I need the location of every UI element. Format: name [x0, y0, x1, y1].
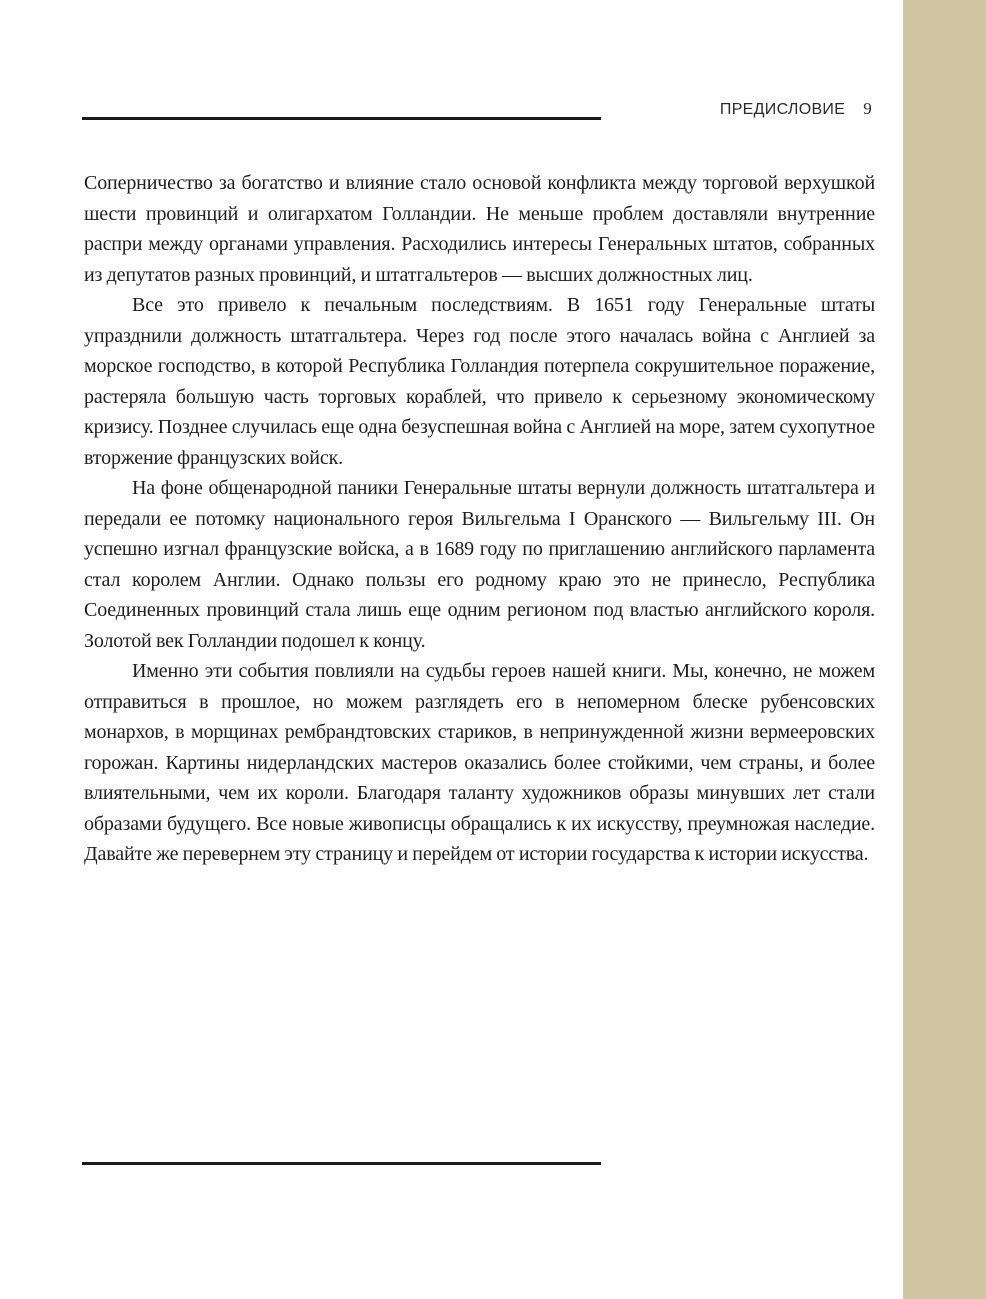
paragraph: Все это привело к печальным последствиям. В 1651 году Генеральные штаты упразднили должность штатгальтера. Через год после этого началась война с Англией за морское господство, в которой Республика Голландия потерпела сокрушительное поражение, растеряла большую часть торговых кораблей, что привело к серьезному экономическому кризису. Позднее случилась еще одна безуспешная война с Англией на море, затем сухопутное вторжение французских войск. — [84, 294, 875, 469]
page-number: 9 — [863, 99, 872, 118]
paragraph: Именно эти события повлияли на судьбы героев нашей книги. Мы, конечно, не можем отправиться в прошлое, но можем разглядеть его в непомерном блеске рубенсовских монархов, в морщинах рембрандтовских стариков, в непринужденной жизни вермееровских горожан. Картины нидерландских мастеров оказались более стойкими, чем страны, и более влиятельными, чем их короли. Благодаря таланту художников образы минувших лет стали образами будущего. Все новые живописцы обращались к их искусству, преумножая наследие. Давайте же перевернем эту страницу и перейдем от истории государства к истории искусства. — [84, 660, 875, 865]
paragraph: Соперничество за богатство и влияние стало основой конфликта между торговой верхушкой шести провинций и олигархатом Голландии. Не меньше проблем доставляли внутренние распри между органами управления. Расходились интересы Генеральных штатов, собранных из депутатов разных провинций, и штатгальтеров — высших должностных лиц. — [84, 172, 875, 286]
body-text — [84, 168, 875, 870]
running-header — [720, 99, 872, 119]
top-rule — [82, 117, 601, 120]
paragraph: На фоне общенародной паники Генеральные штаты вернули должность штатгальтера и передали ее потомку национального героя Вильгельма I Оранского — Вильгельму III. Он успешно изгнал французские войска, а в 1689 году по приглашению английского парламента стал королем Англии. Однако пользы его родному краю это не принесло, Республика Соединенных провинций стала лишь еще одним регионом под властью английского короля. Золотой век Голландии подошел к концу. — [84, 477, 875, 652]
bottom-rule — [82, 1162, 601, 1165]
section-title: ПРЕДИСЛОВИЕ — [719, 101, 846, 118]
page-edge-band — [903, 0, 986, 1299]
